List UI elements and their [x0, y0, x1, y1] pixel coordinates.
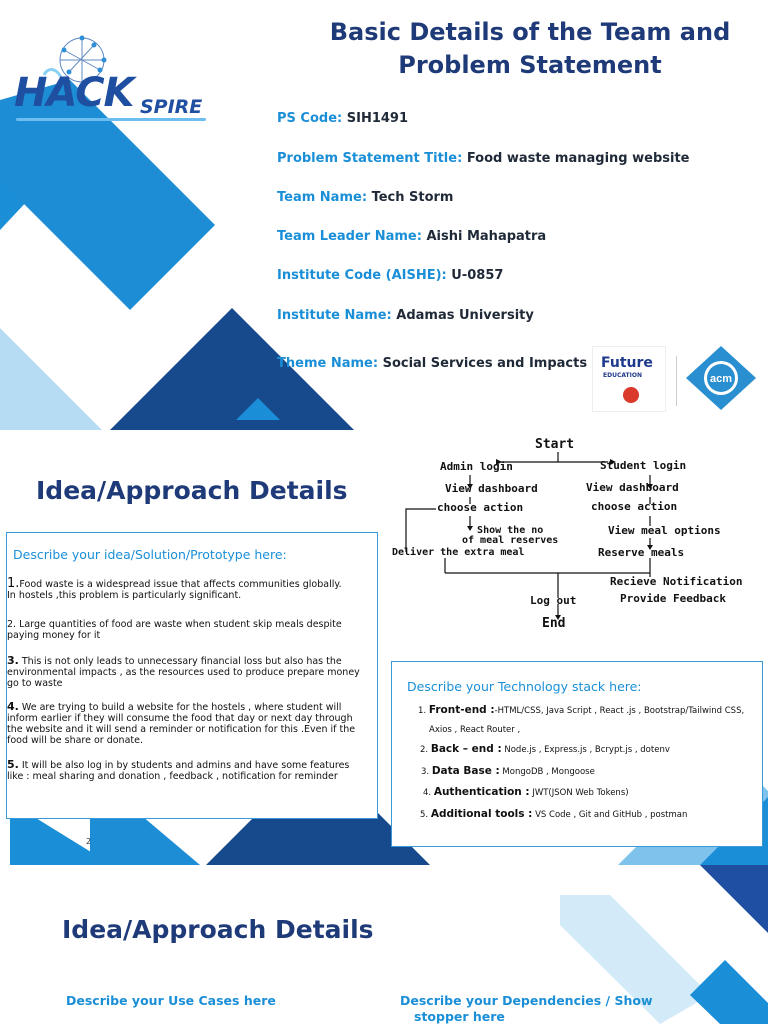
slide-team-details: [0, 0, 768, 432]
future-logo-line2: EDUCATION: [603, 372, 642, 379]
idea-point-1: 1.Food waste is a widespread issue that affects communities globally. In hostels ,this problem is particularly significant.: [7, 576, 342, 601]
tech-item-5: 5. Additional tools : VS Code , Git and GitHub , postman: [420, 808, 688, 820]
tech-item-1b: Axios , React Router ,: [429, 725, 521, 735]
flow-view-meal-options: View meal options: [608, 524, 721, 537]
hackspire-logo: [14, 30, 214, 130]
idea-point-4: 4. We are trying to build a website for the hostels , where student will inform earlier if they will consume the food that day or next day through the website and it will send a reminder or notification for this .Even if the food will be share or donate.: [7, 700, 356, 746]
flow-start: Start: [535, 437, 575, 452]
flow-show-reserves: Show the no of meal reserves: [462, 525, 559, 546]
idea-box: [6, 532, 378, 819]
slide-idea-approach: [0, 432, 768, 865]
idea-heading: Describe your idea/Solution/Prototype here:: [13, 547, 287, 562]
tech-stack-box: [391, 661, 763, 847]
flow-choose-action-admin: choose action: [437, 501, 524, 514]
tech-item-2: 2. Back – end : Node.js , Express.js , Bcrypt.js , dotenv: [420, 743, 670, 755]
flow-deliver-extra: Deliver the extra meal: [392, 547, 525, 558]
flow-provide-feedback: Provide Feedback: [620, 592, 726, 605]
flow-choose-action-student: choose action: [591, 500, 678, 513]
field-institute-code: Institute Code (AISHE): U-0857: [277, 268, 504, 283]
tech-item-3: 3. Data Base : MongoDB , Mongoose: [421, 765, 595, 777]
red-emblem-icon: [623, 387, 639, 403]
flow-view-dashboard-admin: View dashboard: [445, 482, 538, 495]
field-team-leader: Team Leader Name: Aishi Mahapatra: [277, 229, 547, 244]
slide-idea-approach-2: [0, 865, 768, 1024]
logo-text-hack: HACK: [14, 70, 134, 116]
page-number: 2: [86, 837, 92, 846]
field-theme-name: Theme Name: Social Services and Impacts: [277, 356, 588, 371]
field-ps-code: PS Code: SIH1491: [277, 111, 409, 126]
logo-divider: [676, 356, 677, 406]
flowchart-arrows: [380, 432, 768, 642]
slide-title-line2: Problem Statement: [398, 51, 662, 79]
use-cases-heading: Describe your Use Cases here: [66, 993, 276, 1008]
future-education-logo: [592, 346, 666, 412]
idea-point-2: 2. Large quantities of food are waste when student skip meals despite paying money for it: [7, 619, 342, 641]
tech-item-1: 1. Front-end :-HTML/CSS, Java Script , React .js , Bootstrap/Tailwind CSS,: [418, 704, 745, 716]
flow-reserve-meals: Reserve meals: [598, 546, 685, 559]
slide-title-line1: Basic Details of the Team and: [329, 18, 731, 46]
tech-item-4: 4. Authentication : JWT(JSON Web Tokens): [423, 786, 629, 798]
field-problem-title: Problem Statement Title: Food waste managing website: [277, 151, 690, 166]
field-team-name: Team Name: Tech Storm: [277, 190, 454, 205]
future-logo-line1: Future: [601, 355, 653, 371]
slide-title: [300, 16, 760, 82]
slide-title: Idea/Approach Details: [36, 476, 348, 505]
flow-end: End: [542, 616, 566, 631]
dependencies-heading: Describe your Dependencies / Show stopper here: [400, 993, 653, 1024]
logo-swoosh: [16, 118, 206, 121]
flow-admin-login: Admin login: [440, 460, 513, 473]
flow-recieve-notification: Recieve Notification: [610, 575, 743, 588]
acm-logo: [684, 344, 758, 412]
flow-student-login: Student login: [600, 459, 687, 472]
field-institute-name: Institute Name: Adamas University: [277, 308, 534, 323]
slide-title: Idea/Approach Details: [62, 915, 374, 944]
flow-view-dashboard-student: View dashboard: [586, 481, 679, 494]
idea-point-3: 3. This is not only leads to unnecessary financial loss but also has the environmental impacts , as the resources used to produce prepare money go to waste: [7, 654, 360, 689]
idea-point-5: 5. It will be also log in by students and admins and have some features like : meal sharing and donation , feedback , notification for reminder: [7, 758, 350, 782]
flow-logout: Log out: [530, 594, 577, 607]
tech-heading: Describe your Technology stack here:: [407, 679, 642, 694]
acm-logo-text: acm: [709, 373, 733, 385]
logo-text-spire: SPIRE: [140, 96, 203, 118]
